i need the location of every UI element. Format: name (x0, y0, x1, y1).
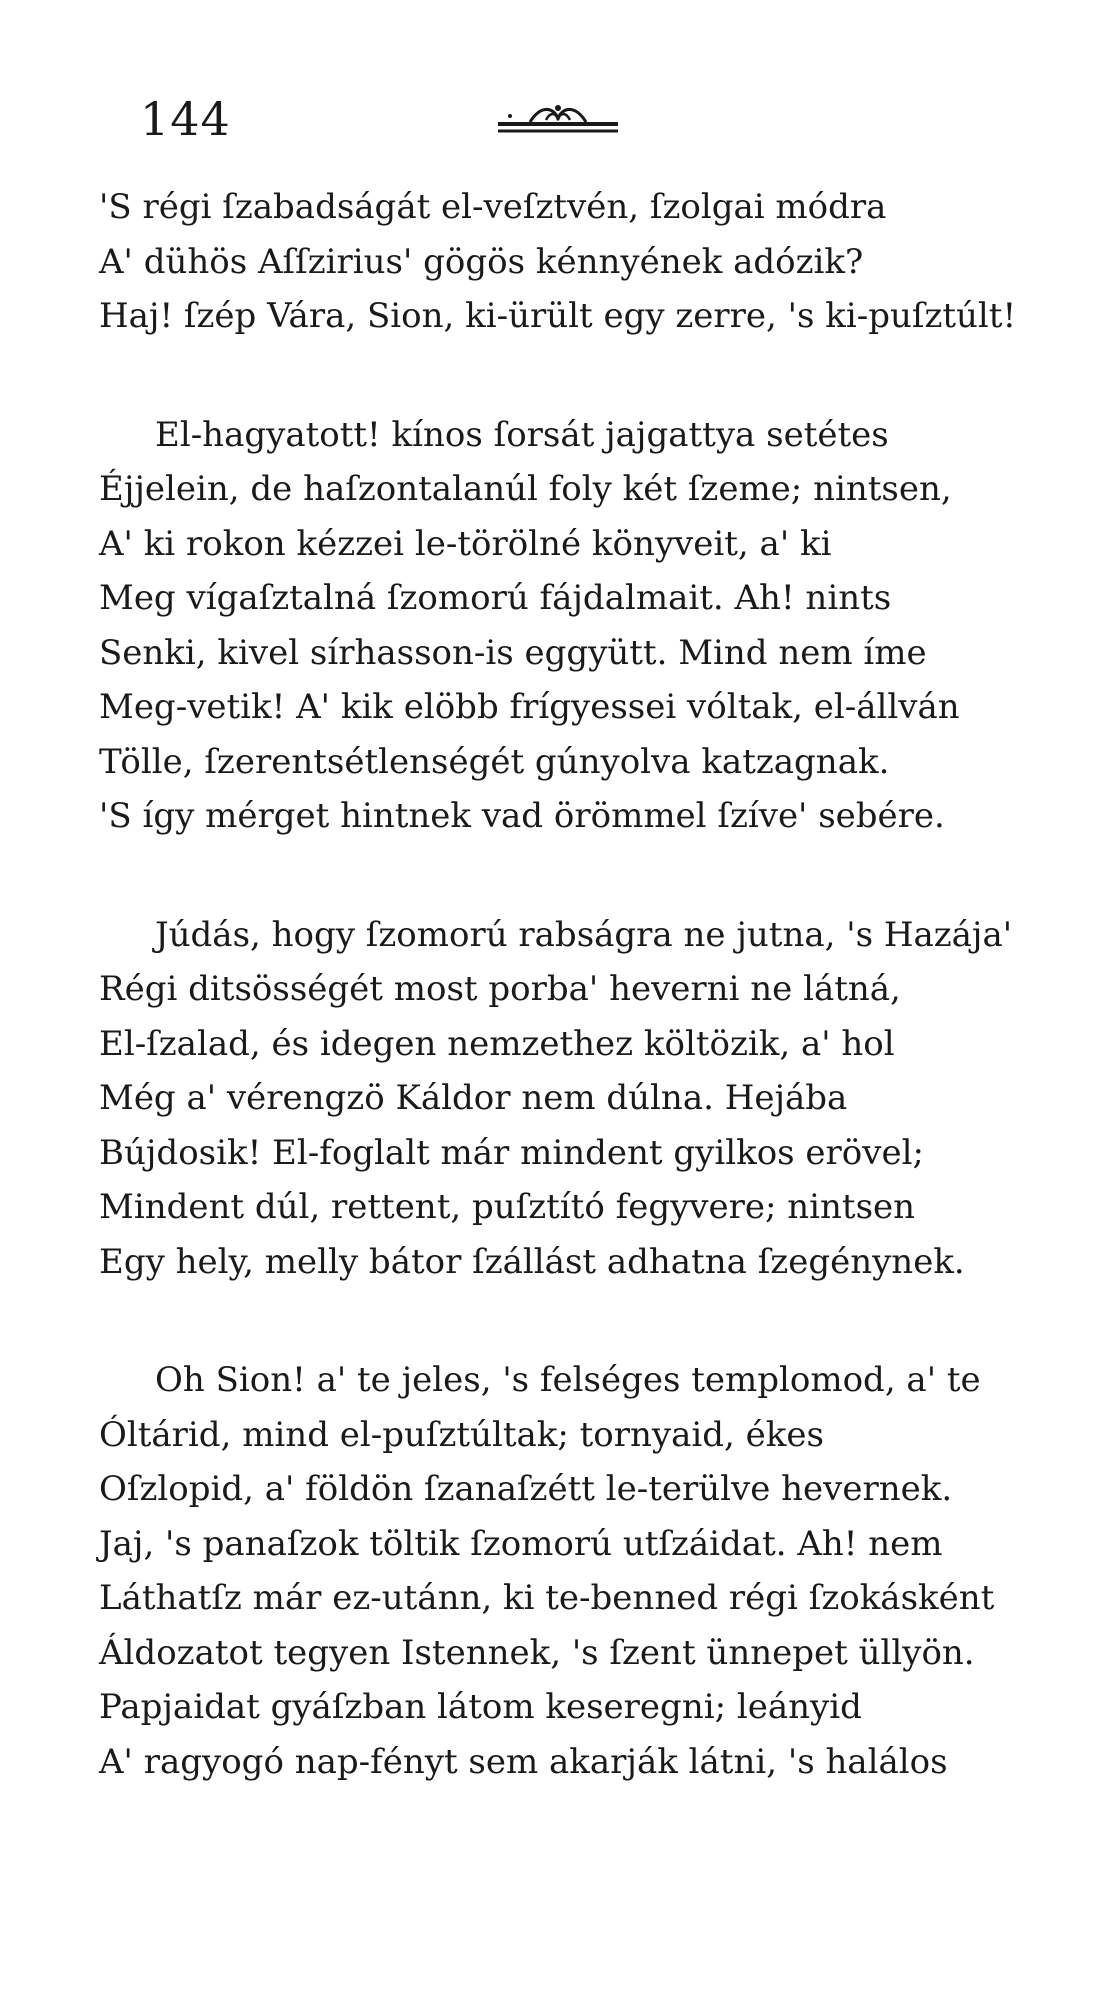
verse-line: El-ſzalad, és idegen nemzethez költözik, a' hol (99, 1023, 895, 1064)
verse-line: A' dühös Aſſzirius' gögös kénnyének adózik? (99, 241, 864, 282)
verse-line: Papjaidat gyáſzban látom keseregni; leányid (99, 1687, 862, 1727)
verse-line: Egy hely, melly bátor ſzállást adhatna ſzegénynek. (99, 1241, 965, 1282)
verse-line: Senki, kivel sírhasson-is eggyütt. Mind nem íme (99, 632, 927, 673)
verse-line: Oh Sion! a' te jeles, 's felséges templomod, a' te (155, 1360, 981, 1400)
verse-line: Jaj, 's panaſzok töltik ſzomorú utſzáidat. Ah! nem (99, 1523, 943, 1564)
verse-line: Meg-vetik! A' kik elöbb frígyessei vóltak, el-állván (99, 687, 960, 727)
verse-line: Tölle, ſzerentsétlenségét gúnyolva katzagnak. (99, 741, 890, 782)
verse-line: Áldozatot tegyen Istennek, 's ſzent ünnepet üllyön. (99, 1632, 975, 1673)
verse-line: 'S régi ſzabadságát el-veſztvén, ſzolgai módra (99, 187, 887, 227)
verse-line: Oſzlopid, a' földön ſzanaſzétt le-terülve hevernek. (99, 1469, 953, 1509)
verse-line: Meg vígaſztalná ſzomorú fájdalmait. Ah! nints (99, 578, 892, 618)
stanza (99, 180, 1049, 344)
verse-line: Éjjelein, de haſzontalanúl foly két ſzeme; nintsen, (99, 469, 952, 509)
decorative-flourish-icon (496, 98, 620, 138)
verse-line: Bújdosik! El-foglalt már mindent gyilkos erövel; (99, 1132, 924, 1173)
poem-text (99, 180, 1049, 1789)
stanza (99, 908, 1049, 1290)
verse-line: A' ragyogó nap-fényt sem akarják látni, 's halálos (99, 1741, 948, 1782)
verse-line: Még a' vérengzö Káldor nem dúlna. Hejába (99, 1078, 848, 1118)
verse-line: Óltárid, mind el-puſztúltak; tornyaid, ékes (99, 1414, 824, 1455)
verse-line: Régi ditsösségét most porba' heverni ne látná, (99, 969, 901, 1009)
stanza (99, 408, 1049, 844)
page-number: 144 (140, 92, 231, 146)
verse-line: Júdás, hogy ſzomorú rabságra ne jutna, 's Hazája' (155, 914, 1013, 955)
verse-line: El-hagyatott! kínos ſorsát jajgattya setétes (155, 414, 889, 455)
verse-line: Haj! ſzép Vára, Sion, ki-ürült egy zerre, 's ki-puſztúlt! (99, 296, 1017, 336)
verse-line: A' ki rokon kézzei le-törölné könyveit, a' ki (99, 523, 832, 564)
verse-line: 'S így mérget hintnek vad örömmel ſzíve' sebére. (99, 796, 945, 836)
stanza (99, 1353, 1049, 1789)
verse-line: Mindent dúl, rettent, puſztító fegyvere; nintsen (99, 1187, 916, 1227)
verse-line: Láthatſz már ez-utánn, ki te-benned régi ſzokásként (99, 1578, 995, 1618)
